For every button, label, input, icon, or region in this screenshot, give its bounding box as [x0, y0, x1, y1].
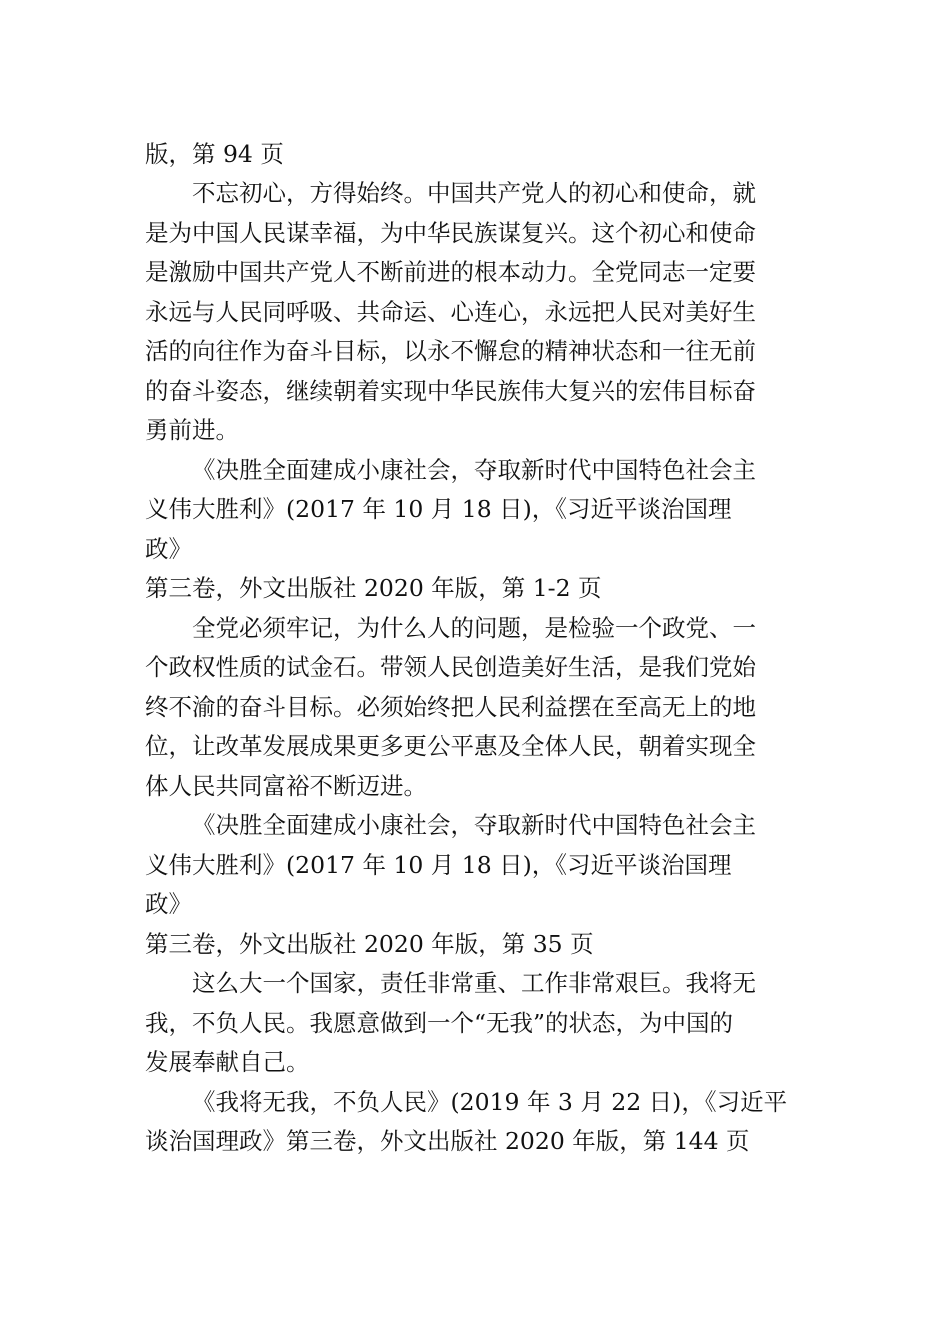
citation-line: 政》: [145, 890, 192, 918]
text-line: 我，不负人民。我愿意做到一个“无我”的状态，为中国的: [145, 1009, 734, 1037]
citation-line: 谈治国理政》第三卷，外文出版社 2020 年版，第 144 页: [145, 1127, 750, 1155]
text-line: 的奋斗姿态，继续朝着实现中华民族伟大复兴的宏伟目标奋: [145, 377, 756, 405]
citation-first-line: 《决胜全面建成小康社会，夺取新时代中国特色社会主: [192, 811, 756, 839]
text-line: 发展奉献自己。: [145, 1048, 310, 1076]
text-line: 体人民共同富裕不断迈进。: [145, 772, 427, 800]
text-line: 版，第 94 页: [145, 140, 284, 168]
citation-first-line: 《决胜全面建成小康社会，夺取新时代中国特色社会主: [192, 456, 756, 484]
citation-line: 义伟大胜利》(2017 年 10 月 18 日)，《习近平谈治国理: [145, 851, 732, 879]
citation-first-line: 《我将无我，不负人民》(2019 年 3 月 22 日)，《习近平: [192, 1088, 788, 1116]
paragraph-first-line: 不忘初心，方得始终。中国共产党人的初心和使命，就: [192, 179, 756, 207]
text-line: 是激励中国共产党人不断前进的根本动力。全党同志一定要: [145, 258, 756, 286]
text-line: 个政权性质的试金石。带领人民创造美好生活，是我们党始: [145, 653, 756, 681]
citation-line: 第三卷，外文出版社 2020 年版，第 35 页: [145, 930, 594, 958]
text-line: 是为中国人民谋幸福，为中华民族谋复兴。这个初心和使命: [145, 219, 756, 247]
text-line: 勇前进。: [145, 416, 239, 444]
text-line: 终不渝的奋斗目标。必须始终把人民利益摆在至高无上的地: [145, 693, 756, 721]
text-line: 位，让改革发展成果更多更公平惠及全体人民，朝着实现全: [145, 732, 756, 760]
text-line: 活的向往作为奋斗目标，以永不懈怠的精神状态和一往无前: [145, 337, 756, 365]
citation-line: 义伟大胜利》(2017 年 10 月 18 日)，《习近平谈治国理: [145, 495, 732, 523]
paragraph-first-line: 全党必须牢记，为什么人的问题，是检验一个政党、一: [192, 614, 756, 642]
citation-line: 第三卷，外文出版社 2020 年版，第 1-2 页: [145, 574, 602, 602]
text-line: 永远与人民同呼吸、共命运、心连心，永远把人民对美好生: [145, 298, 756, 326]
paragraph-first-line: 这么大一个国家，责任非常重、工作非常艰巨。我将无: [192, 969, 756, 997]
citation-line: 政》: [145, 535, 192, 563]
